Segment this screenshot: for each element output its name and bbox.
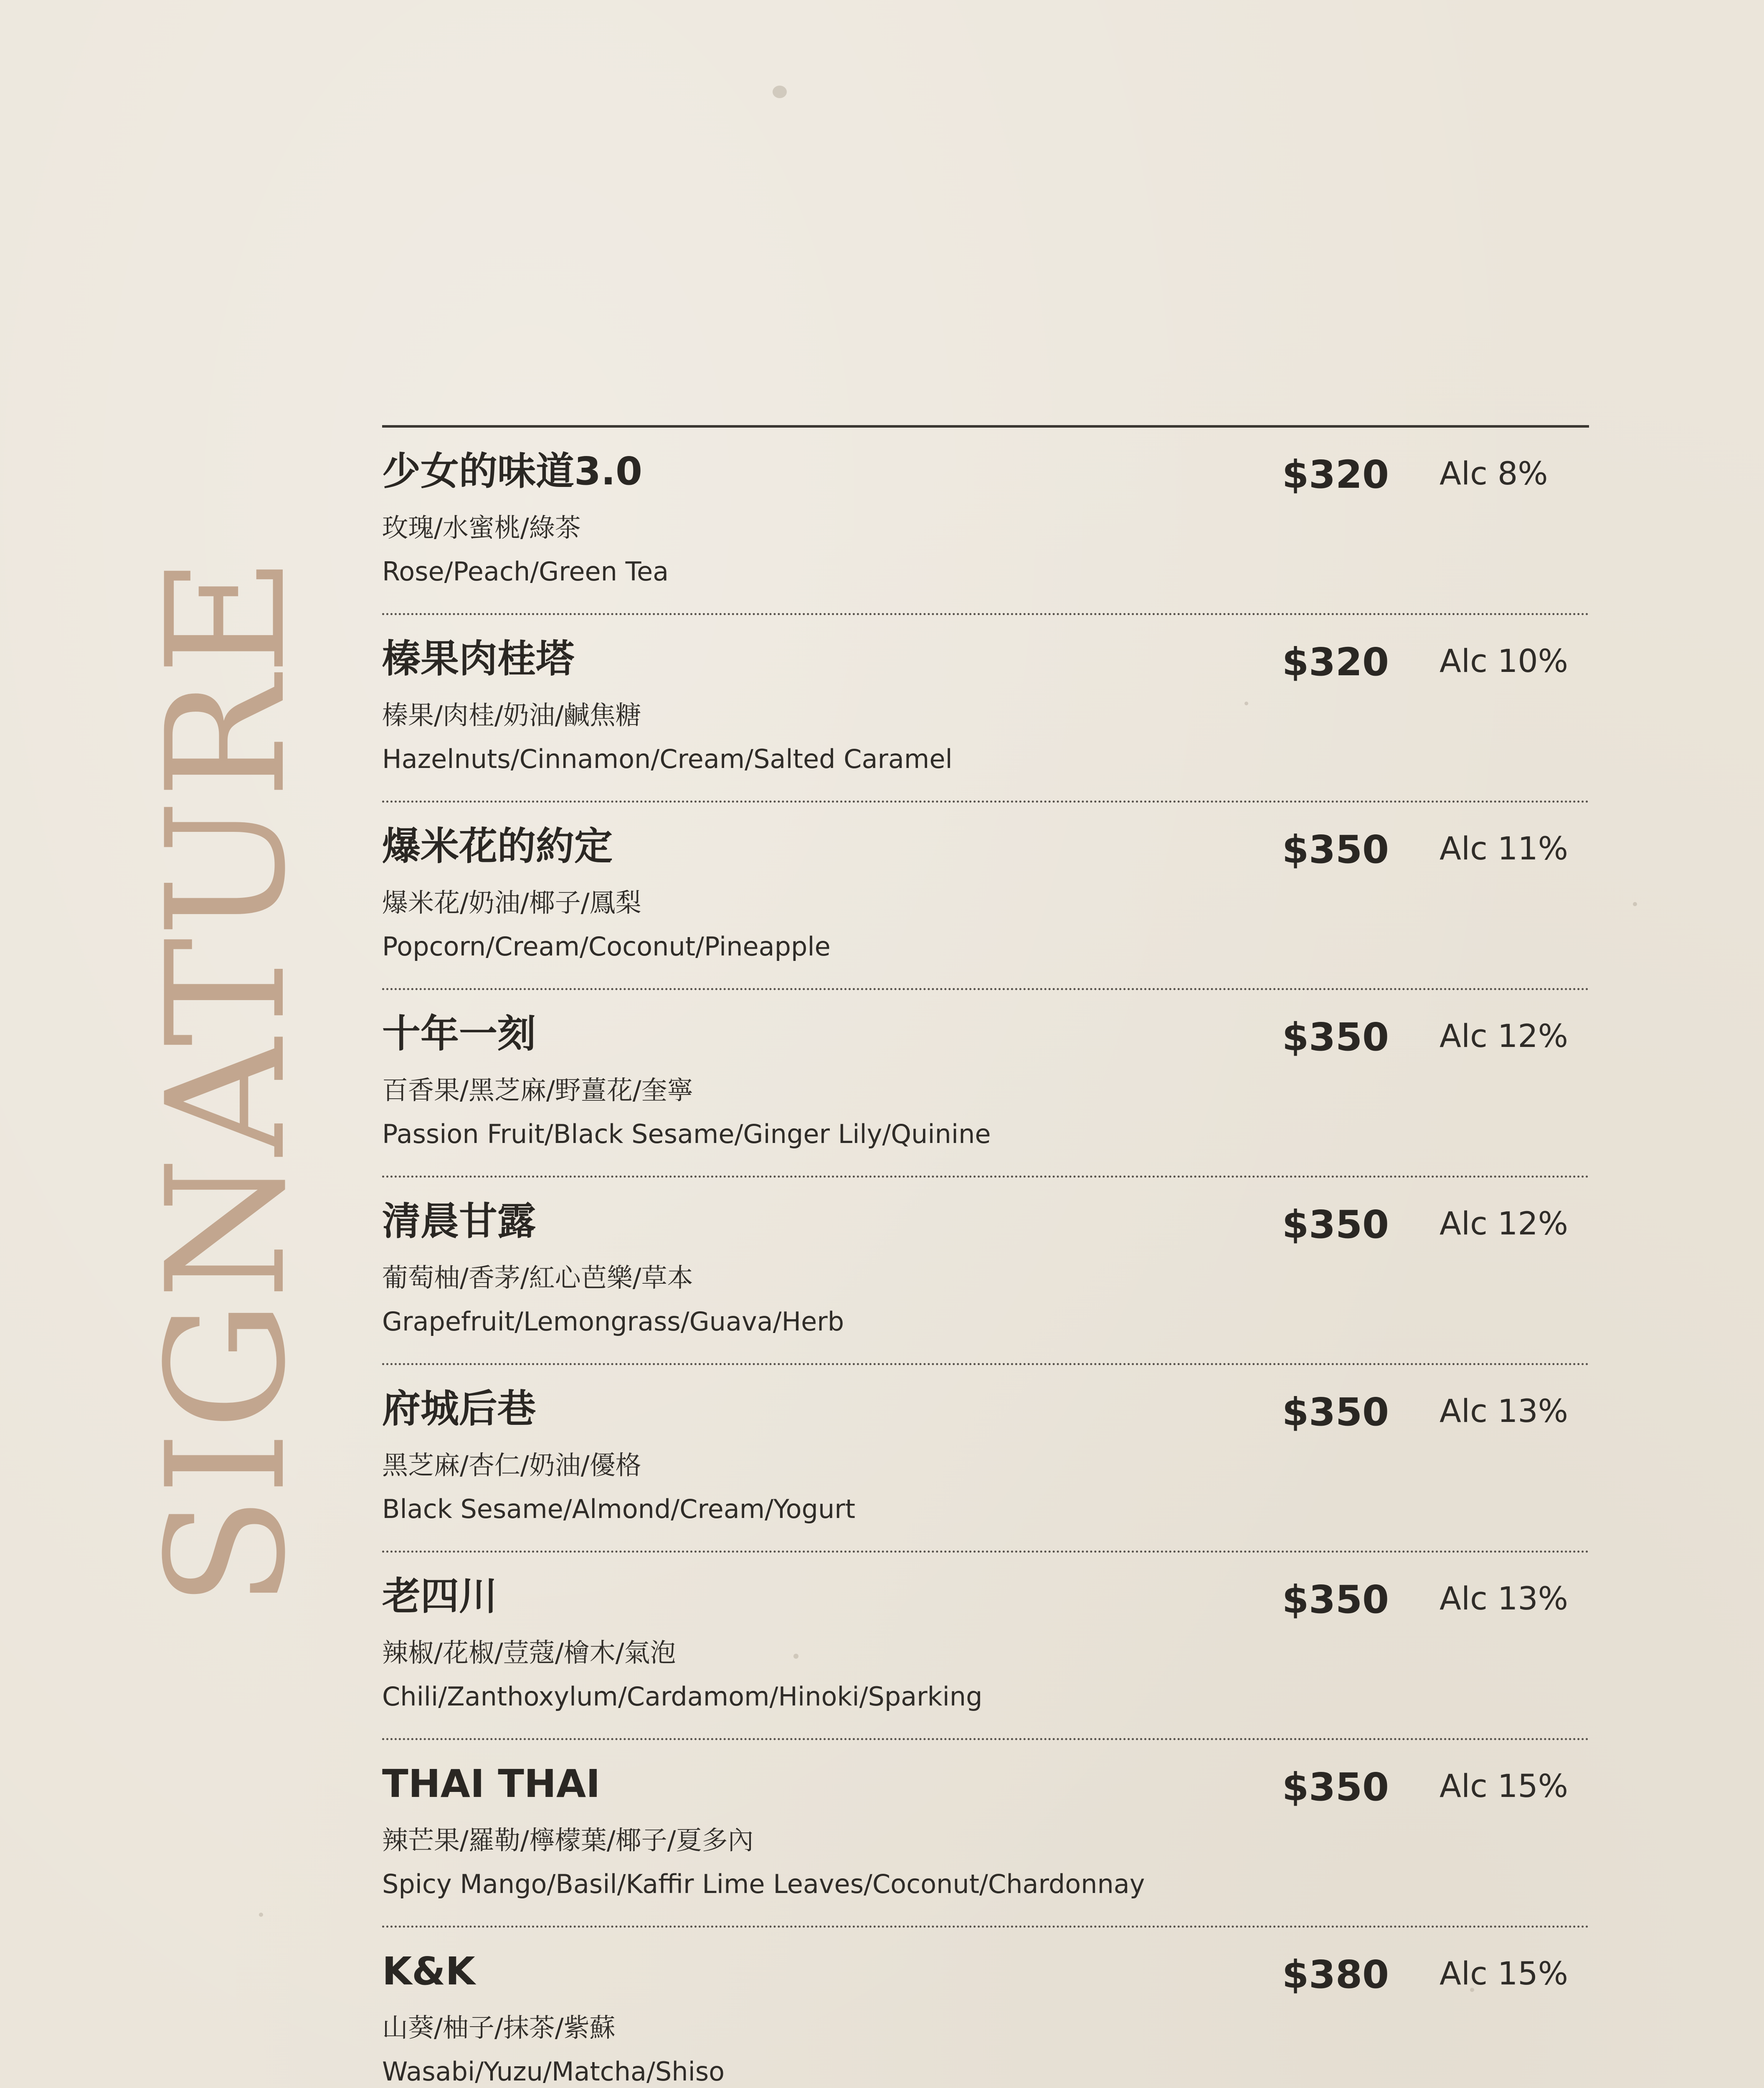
menu-item	[382, 803, 1589, 990]
signature-title: SIGNATURE	[132, 555, 321, 1608]
item-ingredients-en: Popcorn/Cream/Coconut/Pineapple	[382, 931, 831, 962]
item-ingredients-zh: 辣椒/花椒/荳蔻/檜木/氣泡	[382, 1637, 676, 1668]
item-ingredients-zh: 山葵/柚子/抹茶/紫蘇	[382, 2012, 616, 2043]
item-alcohol: Alc 11%	[1440, 830, 1568, 867]
item-ingredients-zh: 百香果/黑芝麻/野薑花/奎寧	[382, 1075, 693, 1105]
item-alcohol: Alc 10%	[1440, 642, 1568, 679]
item-alcohol: Alc 13%	[1440, 1392, 1568, 1429]
item-price: $350	[1282, 827, 1389, 872]
paper-speck	[1633, 902, 1637, 906]
paper-speck	[773, 86, 787, 98]
item-ingredients-zh: 黑芝麻/杏仁/奶油/優格	[382, 1450, 641, 1480]
item-ingredients-en: Black Sesame/Almond/Cream/Yogurt	[382, 1494, 856, 1524]
item-ingredients-en: Grapefruit/Lemongrass/Guava/Herb	[382, 1306, 844, 1337]
item-ingredients-en: Hazelnuts/Cinnamon/Cream/Salted Caramel	[382, 744, 953, 774]
item-alcohol: Alc 12%	[1440, 1205, 1568, 1242]
menu-item	[382, 1928, 1589, 2088]
item-ingredients-zh: 榛果/肉桂/奶油/鹹焦糖	[382, 700, 641, 730]
item-ingredients-en: Wasabi/Yuzu/Matcha/Shiso	[382, 2056, 725, 2087]
menu-item	[382, 1553, 1589, 1740]
menu-item	[382, 1365, 1589, 1553]
item-ingredients-zh: 葡萄柚/香茅/紅心芭樂/草本	[382, 1262, 693, 1293]
item-name: 少女的味道3.0	[382, 449, 642, 494]
item-price: $350	[1282, 1390, 1389, 1434]
item-alcohol: Alc 15%	[1440, 1767, 1568, 1804]
item-alcohol: Alc 13%	[1440, 1580, 1568, 1617]
item-price: $380	[1282, 1952, 1389, 1997]
item-price: $350	[1282, 1765, 1389, 1809]
item-ingredients-en: Passion Fruit/Black Sesame/Ginger Lily/Quinine	[382, 1119, 991, 1149]
item-alcohol: Alc 15%	[1440, 1955, 1568, 1992]
item-alcohol: Alc 8%	[1440, 455, 1548, 492]
item-price: $350	[1282, 1577, 1389, 1622]
menu-item	[382, 615, 1589, 803]
menu-item	[382, 428, 1589, 615]
item-ingredients-zh: 爆米花/奶油/椰子/鳳梨	[382, 887, 641, 918]
item-name: 清晨甘露	[382, 1199, 536, 1244]
item-price: $320	[1282, 452, 1389, 497]
item-ingredients-en: Rose/Peach/Green Tea	[382, 556, 669, 587]
item-name: 爆米花的約定	[382, 824, 613, 869]
menu-item	[382, 1178, 1589, 1365]
item-alcohol: Alc 12%	[1440, 1017, 1568, 1054]
item-name: 十年一刻	[382, 1011, 536, 1056]
item-name: THAI THAI	[382, 1761, 601, 1806]
cocktail-menu	[382, 425, 1589, 2088]
item-price: $320	[1282, 640, 1389, 684]
menu-item	[382, 990, 1589, 1178]
item-ingredients-zh: 玫瑰/水蜜桃/綠茶	[382, 512, 581, 543]
item-ingredients-en: Spicy Mango/Basil/Kaffir Lime Leaves/Coconut/Chardonnay	[382, 1869, 1145, 1899]
paper-speck	[259, 1913, 263, 1917]
menu-item	[382, 1740, 1589, 1928]
item-name: 老四川	[382, 1574, 498, 1619]
item-name: K&K	[382, 1949, 475, 1994]
item-price: $350	[1282, 1202, 1389, 1247]
item-name: 府城后巷	[382, 1386, 536, 1431]
item-name: 榛果肉桂塔	[382, 636, 575, 681]
item-ingredients-en: Chili/Zanthoxylum/Cardamom/Hinoki/Sparking	[382, 1681, 983, 1712]
item-price: $350	[1282, 1015, 1389, 1059]
item-ingredients-zh: 辣芒果/羅勒/檸檬葉/椰子/夏多內	[382, 1825, 754, 1855]
